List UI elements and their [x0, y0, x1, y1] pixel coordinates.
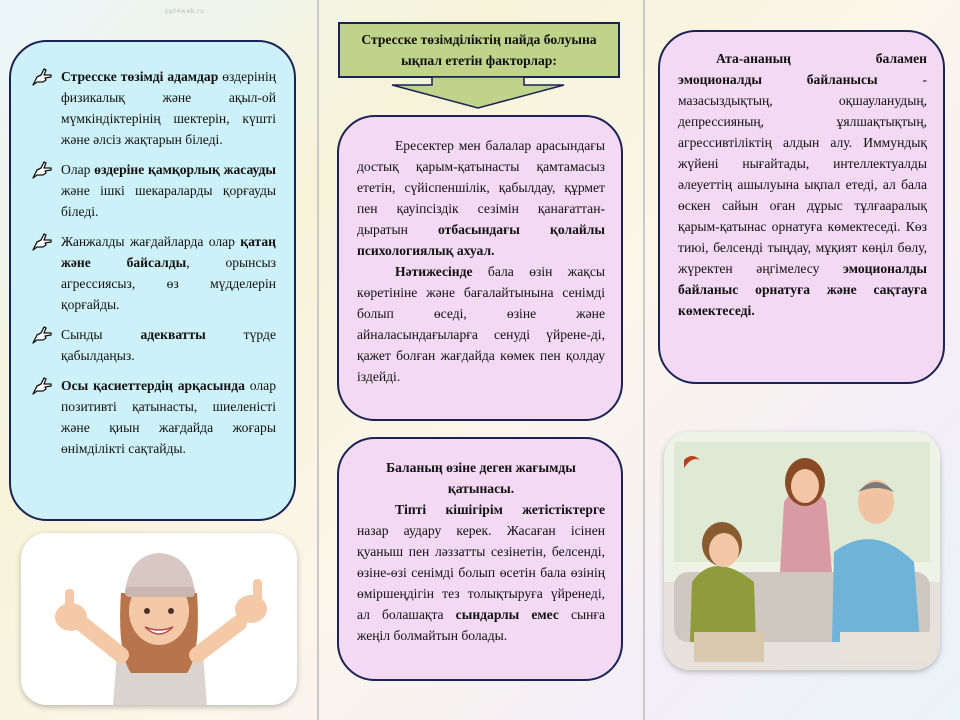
family-climate-result: Нәтижесінде бала өзін жақсы көретініне және бағалайтынына сенімді болып өседі, өзіне және айналасындағыларға сенуді үйрене-ді, қажет болған жағдайда көмек пен қолдау іздейді.: [357, 264, 605, 384]
list-item: [31, 324, 276, 366]
list-item-text: Олар өздеріне қамқорлық жасауды және ішкі шекараларды қорғауды біледі.: [61, 162, 276, 219]
column-divider-left: [317, 0, 319, 720]
traits-box: [9, 40, 296, 521]
list-item-text: Стресске төзімді адамдар өздерінің физикалық және ақыл-ой мүмкіндіктерінің шектерін, күшті және әлсіз жақтарын біледі.: [61, 69, 276, 147]
hand-pointer-icon: [31, 325, 53, 345]
factors-title: Стресске төзімділіктің пайда болуына ықпал ететін факторлар:: [338, 22, 620, 78]
list-item-text: Жанжалды жағдайларда олар қатаң және байсалды, орынсыз агрессиясыз, өз мүдделерін қорғайды.: [61, 234, 276, 312]
girl-thumbs-up-photo: [21, 533, 297, 705]
list-item-text: Сынды адекватты түрде қабылдаңыз.: [61, 327, 276, 363]
hand-pointer-icon: [31, 160, 53, 180]
factors-header: [338, 22, 620, 109]
emotional-bond-text: Ата-ананың баламен эмоционалды байланысы - мазасыздықтың, оқшауланудың, депрессияның, ұялшақтықтың, агрессивтіліктің алдын алу. Иммундық жүйені нығайтады, интеллектуалды әлеуеттің ашылуына ықпал етеді, ал бала өскен сайын оған дұрыс тұлғааралық қарым-қатынас орнатуға көмектеседі. Көз тиюі, белсенді тыңдау, мұқият көңіл бөлу, жүректен әңгімелесу эмоционалды байланыс орнатуға және сақтауға көмектеседі.: [678, 51, 927, 318]
self-attitude-box: [337, 437, 623, 681]
family-photo: [664, 432, 940, 670]
family-illustration: [664, 432, 940, 670]
family-climate-box: [337, 115, 623, 421]
girl-illustration: [21, 533, 297, 705]
list-item-text: Осы қасиеттердің арқасында олар позитивті қатынасты, шиеленісті және қиын жағдайда жоғары өнімділікті сақтайды.: [61, 378, 276, 456]
list-item: [31, 66, 276, 150]
hand-pointer-icon: [31, 232, 53, 252]
column-divider-right: [643, 0, 645, 720]
hand-pointer-icon: [31, 376, 53, 396]
hand-pointer-icon: [31, 67, 53, 87]
list-item: [31, 159, 276, 222]
self-attitude-text: Тіпті кішігірім жетістіктерге назар аудару керек. Жасаған ісінен қуаныш пен ләззатты сезінетін, белсенді, өзіне-өзі сенімді болып өсетін бала өзінің өміршеңдігін тез толықтыруға үйренеді, ал болашақта сындарлы емес сынға жеңіл болмайтын болады.: [357, 502, 605, 643]
list-item: [31, 231, 276, 315]
self-attitude-title: Баланың өзіне деген жағымды қатынасы.: [386, 460, 576, 496]
watermark: ppt4web.ru: [165, 8, 205, 15]
list-item: [31, 375, 276, 459]
emotional-bond-box: [658, 30, 945, 384]
family-climate-text: Ересектер мен балалар арасындағы достық қарым-қатынасты қамтамасыз ететін, сүйіспеншілік, қабылдау, құрмет пен қауіпсіздік сезімін қанағаттан-дыратын отбасындағы қолайлы психологиялық ахуал.: [357, 138, 605, 258]
arrow-down-icon: [388, 77, 568, 109]
